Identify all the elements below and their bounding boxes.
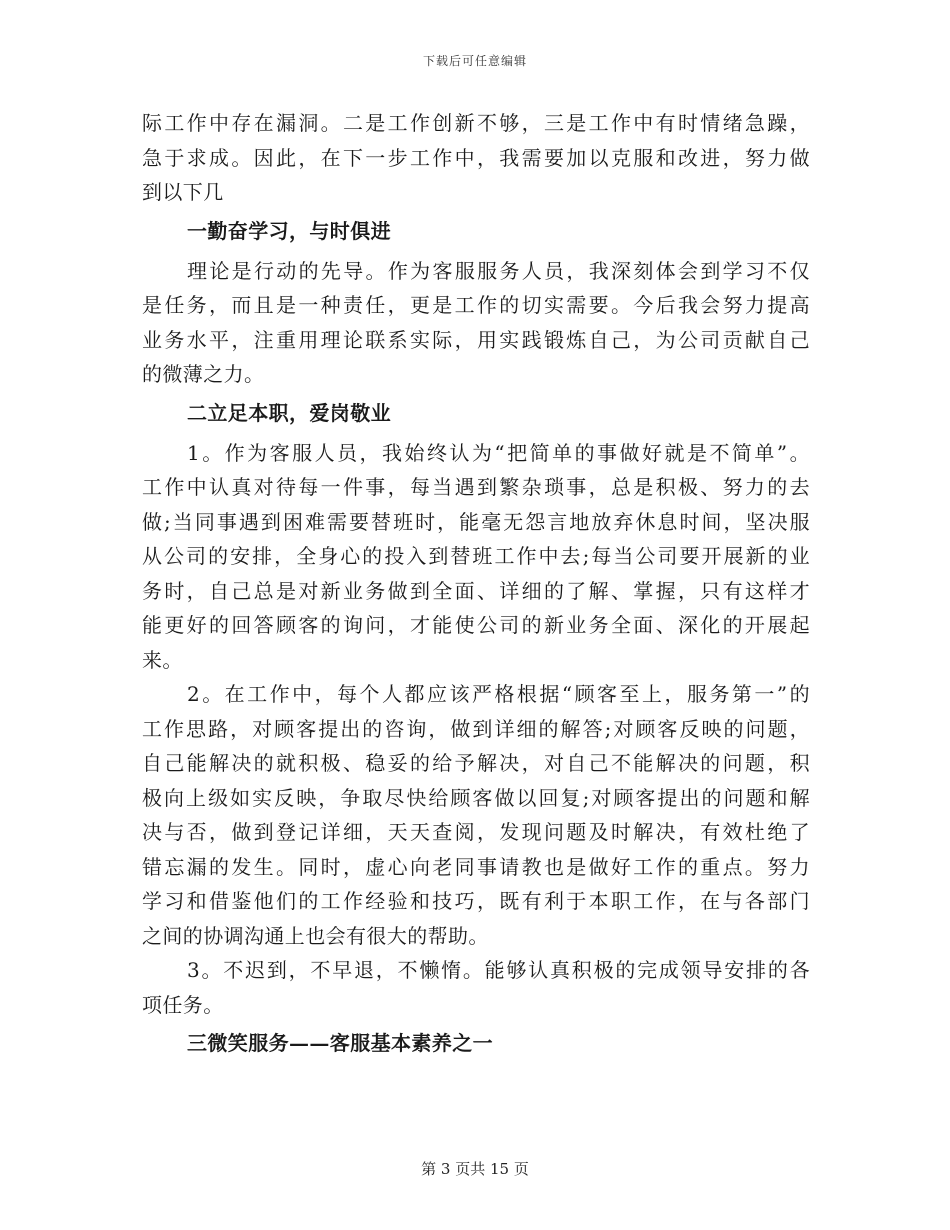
paragraph-line: 学习和借鉴他们的工作经验和技巧，既有利于本职工作，在与各部门 bbox=[142, 889, 810, 913]
paragraph-line: 自己能解决的就积极、稳妥的给予解决，对自己不能解决的问题，积 bbox=[142, 751, 810, 775]
page-header-note: 下载后可任意编辑 bbox=[422, 54, 527, 68]
paragraph-line: 际工作中存在漏洞。二是工作创新不够，三是工作中有时情绪急躁， bbox=[142, 111, 810, 135]
paragraph-line: 业务水平，注重用理论联系实际，用实践锻炼自己，为公司贡献自己 bbox=[142, 327, 810, 352]
section-heading-3: 三微笑服务——客服基本素养之一 bbox=[187, 1031, 493, 1055]
paragraph-line: 3。不迟到，不早退，不懒惰。能够认真积极的完成领导安排的各 bbox=[187, 958, 810, 982]
paragraph-line: 1。作为客服人员，我始终认为“把简单的事做好就是不简单”。 bbox=[187, 440, 810, 465]
page-number-footer: 第 3 页共 15 页 bbox=[421, 1160, 529, 1178]
paragraph-line: 极向上级如实反映，争取尽快给顾客做以回复;对顾客提出的问题和解 bbox=[142, 785, 810, 810]
document-body bbox=[142, 106, 810, 1066]
paragraph-line: 错忘漏的发生。同时，虚心向老同事请教也是做好工作的重点。努力 bbox=[142, 854, 810, 879]
paragraph-line: 项任务。 bbox=[142, 992, 224, 1017]
paragraph-line: 到以下几 bbox=[142, 180, 224, 204]
section-heading-1: 一勤奋学习，与时俱进 bbox=[187, 218, 391, 243]
paragraph-line: 2。在工作中，每个人都应该严格根据“顾客至上，服务第一”的 bbox=[187, 682, 810, 706]
paragraph-line: 工作思路，对顾客提出的咨询，做到详细的解答;对顾客反映的问题， bbox=[142, 716, 810, 741]
paragraph-line: 能更好的回答顾客的询问，才能使公司的新业务全面、深化的开展起 bbox=[142, 613, 810, 637]
paragraph-line: 急于求成。因此，在下一步工作中，我需要加以克服和改进，努力做 bbox=[142, 145, 810, 170]
paragraph-line: 是任务，而且是一种责任，更是工作的切实需要。今后我会努力提高 bbox=[142, 293, 810, 317]
section-heading-2: 二立足本职，爱岗敬业 bbox=[187, 400, 391, 425]
paragraph-line: 决与否，做到登记详细，天天查阅，发现问题及时解决，有效杜绝了 bbox=[142, 820, 810, 844]
paragraph-line: 做;当同事遇到困难需要替班时，能毫无怨言地放弃休息时间，坚决服 bbox=[142, 509, 810, 534]
paragraph-line: 理论是行动的先导。作为客服服务人员，我深刻体会到学习不仅 bbox=[187, 258, 810, 283]
paragraph-line: 的微薄之力。 bbox=[142, 362, 265, 386]
paragraph-line: 之间的协调沟通上也会有很大的帮助。 bbox=[142, 923, 489, 948]
paragraph-line: 从公司的安排，全身心的投入到替班工作中去;每当公司要开展新的业 bbox=[142, 544, 810, 568]
paragraph-line: 工作中认真对待每一件事，每当遇到繁杂琐事，总是积极、努力的去 bbox=[142, 475, 810, 499]
paragraph-line: 来。 bbox=[142, 647, 183, 672]
paragraph-line: 务时，自己总是对新业务做到全面、详细的了解、掌握，只有这样才 bbox=[142, 578, 810, 603]
